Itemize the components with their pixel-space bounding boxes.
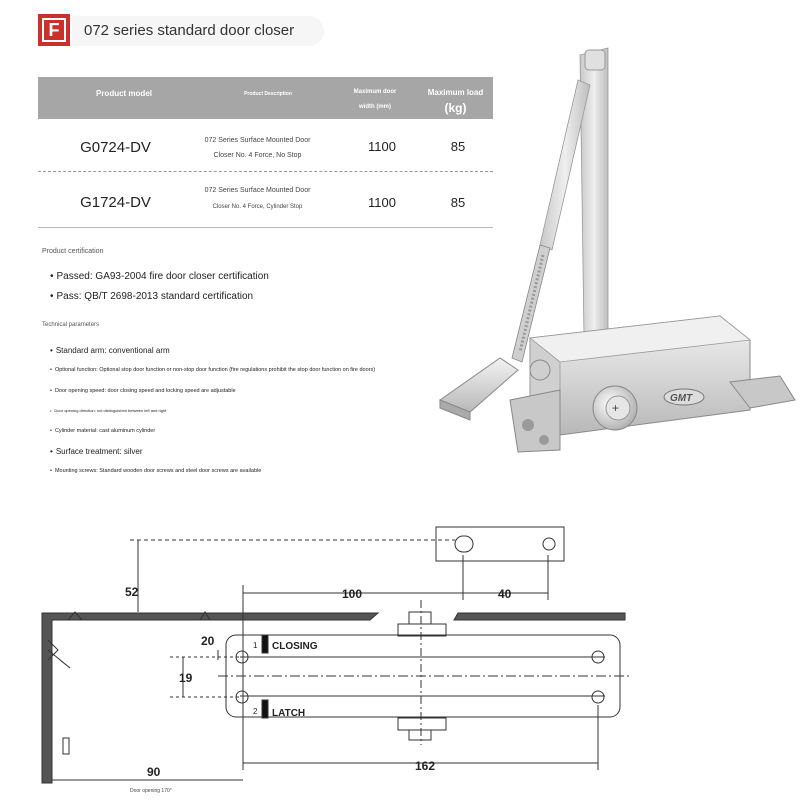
row-width: 1100 [368, 139, 396, 154]
certification-item: • Passed: GA93-2004 fire door closer certification [50, 271, 269, 282]
col-max-load: Maximum load [427, 88, 484, 97]
closing-label: CLOSING [272, 641, 318, 652]
row-desc-line1: 072 Series Surface Mounted Door [204, 187, 311, 194]
technical-item: • Optional function: Optional stop door function or non-stop door function (fire regulations prohibit the stop door function on fire doors) [50, 367, 375, 373]
dim-90: 90 [147, 765, 161, 779]
door-opening-label: Door opening 170° [130, 788, 172, 794]
row-width: 1100 [368, 195, 396, 210]
row-load: 85 [450, 195, 466, 210]
dim-20: 20 [201, 634, 215, 648]
col-max-load-unit: (kg) [444, 101, 467, 115]
dim-40: 40 [498, 587, 512, 601]
col-max-width: Maximum door [353, 89, 397, 95]
certification-heading: Product certification [42, 248, 104, 255]
col-product-description: Product Description [244, 91, 292, 97]
dim-52: 52 [125, 585, 139, 599]
row-load: 85 [450, 139, 466, 154]
latch-label: LATCH [272, 708, 306, 719]
technical-item: • Standard arm: conventional arm [50, 346, 170, 355]
brand-logo-letter: F [42, 18, 66, 42]
row-model: G1724-DV [80, 194, 151, 211]
row-desc-line1: 072 Series Surface Mounted Door [204, 137, 311, 144]
dim-162: 162 [415, 759, 436, 773]
page-title: 072 series standard door closer [84, 22, 295, 39]
technical-item: • Mounting screws: Standard wooden door screws and steel door screws are available [50, 468, 261, 474]
technical-heading: Technical parameters [42, 322, 100, 328]
certification-item: • Pass: QB/T 2698-2013 standard certification [50, 291, 253, 302]
technical-item: • Door opening speed: door closing speed and locking speed are adjustable [50, 388, 236, 394]
col-product-model: Product model [95, 89, 152, 98]
technical-item: • Surface treatment: silver [50, 447, 143, 456]
closing-valve-number: 1 [253, 641, 258, 650]
technical-item: • Cylinder material: cast aluminum cylinder [50, 428, 155, 434]
latch-valve-number: 2 [253, 707, 258, 716]
product-image [400, 40, 800, 470]
col-max-width-unit: width (mm) [359, 104, 391, 110]
row-desc-line2: Closer No. 4 Force, Cylinder Stop [212, 204, 303, 210]
row-desc-line2: Closer No. 4 Force, No Stop [213, 152, 302, 159]
brand-logo [38, 14, 70, 46]
technical-item: • Door opening direction: not distinguished between left and right [50, 408, 166, 413]
row-model: G0724-DV [80, 139, 151, 156]
dim-19: 19 [179, 671, 193, 685]
svg-text:+: + [612, 401, 620, 415]
dimension-drawing [0, 515, 800, 800]
brand-mark: GMT [670, 393, 693, 404]
dim-100: 100 [342, 587, 363, 601]
